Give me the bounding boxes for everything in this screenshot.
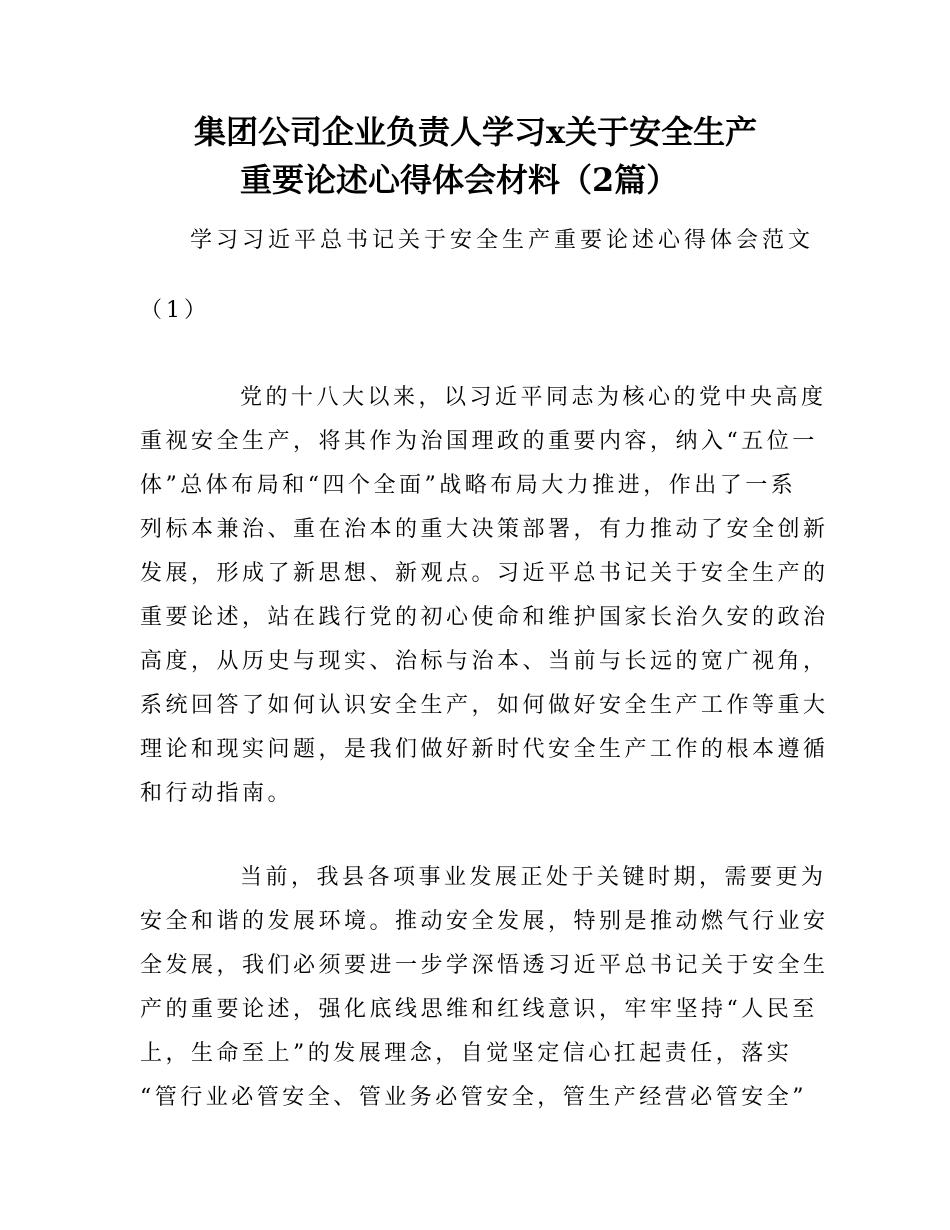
paragraph2-line: 全发展，我们必须要进一步学深悟透习近平总书记关于安全生 (140, 953, 829, 978)
paragraph2-line: “管行业必管安全、管业务必管安全，管生产经营必管安全” (140, 1085, 807, 1110)
paragraph1-line: 体”总体布局和“四个全面”战略布局大力推进，作出了一系 (140, 473, 797, 498)
paragraph1-line: 重视安全生产，将其作为治国理政的重要内容，纳入“五位一 (140, 429, 818, 454)
subtitle-line-2: （1） (140, 298, 210, 323)
paragraph1-line: 和行动指南。 (140, 781, 294, 806)
paragraph1-line: 党的十八大以来，以习近平同志为核心的党中央高度 (240, 385, 827, 410)
paragraph1-line: 重要论述，站在践行党的初心使命和维护国家长治久安的政治 (140, 605, 829, 630)
document-title-line-1: 集团公司企业负责人学习x关于安全生产 (194, 113, 758, 151)
paragraph2-line: 产的重要论述，强化底线思维和红线意识，牢牢坚持“人民至 (140, 997, 818, 1022)
paragraph1-line: 高度，从历史与现实、治标与治本、当前与长远的宽广视角， (140, 649, 829, 674)
paragraph1-line: 列标本兼治、重在治本的重大决策部署，有力推动了安全创新 (140, 517, 829, 542)
subtitle-line-1: 学习习近平总书记关于安全生产重要论述心得体会范文 (190, 228, 815, 253)
paragraph2-line: 上，生命至上”的发展理念，自觉坚定信心扛起责任，落实 (140, 1041, 793, 1066)
paragraph1-line: 理论和现实问题，是我们做好新时代安全生产工作的根本遵循 (140, 737, 829, 762)
document-title-line-2: 重要论述心得体会材料（2篇） (240, 161, 679, 199)
paragraph1-line: 发展，形成了新思想、新观点。习近平总书记关于安全生产的 (140, 561, 829, 586)
paragraph1-line: 系统回答了如何认识安全生产，如何做好安全生产工作等重大 (140, 693, 829, 718)
paragraph2-line: 当前，我县各项事业发展正处于关键时期，需要更为 (240, 865, 827, 890)
paragraph2-line: 安全和谐的发展环境。推动安全发展，特别是推动燃气行业安 (140, 909, 829, 934)
